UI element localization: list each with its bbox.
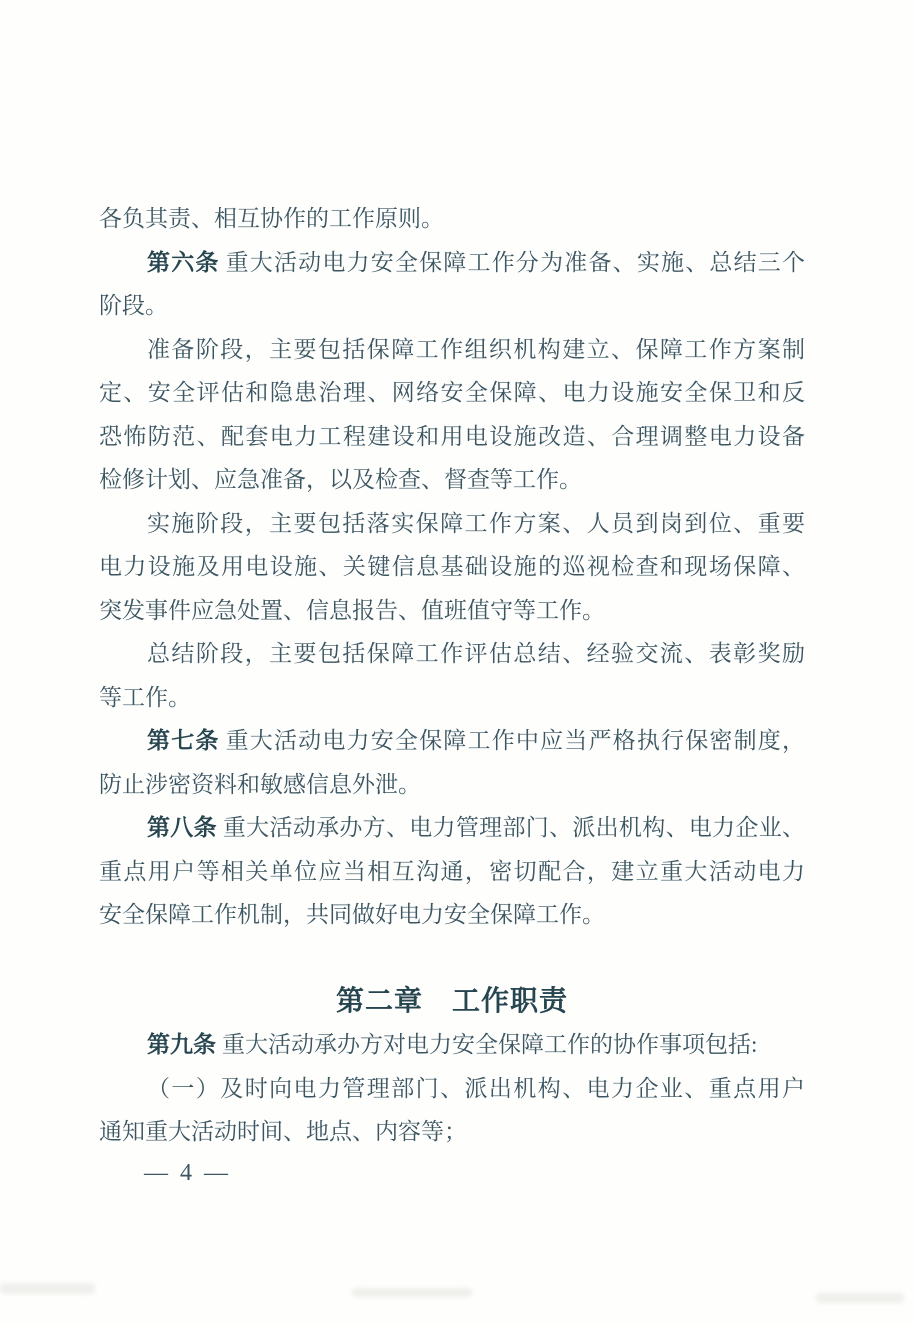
text-line: 通知重大活动时间、地点、内容等；	[99, 1119, 467, 1144]
text-line: 各负其责、相互协作的工作原则。	[99, 206, 444, 231]
text-line: 总结阶段，主要包括保障工作评估总结、经验交流、表彰奖励	[147, 641, 805, 666]
scan-artifact	[352, 1288, 472, 1297]
paragraph	[99, 328, 805, 502]
page-number: — 4 —	[144, 1160, 231, 1186]
text-line: （一）及时向电力管理部门、派出机构、电力企业、重点用户	[147, 1075, 805, 1101]
paragraph	[99, 502, 805, 633]
paragraph	[99, 241, 805, 328]
text-line: 准备阶段，主要包括保障工作组织机构建立、保障工作方案制	[147, 336, 805, 362]
paragraph	[99, 1067, 805, 1154]
text-line: 第九条 重大活动承办方对电力安全保障工作的协作事项包括:	[147, 1032, 758, 1057]
article-label: 第九条	[147, 1032, 216, 1057]
article-label: 第七条	[147, 728, 220, 753]
paragraph	[99, 632, 805, 719]
scan-artifact	[816, 1293, 904, 1303]
chapter-heading: 第二章 工作职责	[335, 985, 568, 1017]
text-line: 安全保障工作机制，共同做好电力安全保障工作。	[99, 902, 605, 927]
text-line: 阶段。	[99, 293, 168, 318]
text-line: 实施阶段，主要包括落实保障工作方案、人员到岗到位、重要	[147, 510, 805, 536]
text-line: 第七条 重大活动电力安全保障工作中应当严格执行保密制度，	[147, 728, 806, 753]
paragraph	[99, 806, 805, 937]
text-line: 恐怖防范、配套电力工程建设和用电设施改造、合理调整电力设备	[99, 423, 805, 449]
text-line: 第八条 重大活动承办方、电力管理部门、派出机构、电力企业、	[147, 815, 806, 840]
article-label: 第六条	[147, 249, 220, 275]
text-line: 第六条 重大活动电力安全保障工作分为准备、实施、总结三个	[147, 249, 806, 275]
text-line: 定、安全评估和隐患治理、网络安全保障、电力设施安全保卫和反	[99, 380, 805, 405]
text-line: 等工作。	[99, 684, 191, 710]
text-line: 突发事件应急处置、信息报告、值班值守等工作。	[99, 597, 605, 623]
text-line: 检修计划、应急准备，以及检查、督查等工作。	[99, 467, 582, 492]
text-line: 防止涉密资料和敏感信息外泄。	[99, 771, 421, 797]
text-line: 电力设施及用电设施、关键信息基础设施的巡视检查和现场保障、	[99, 554, 805, 579]
article-label: 第八条	[147, 815, 217, 840]
document-body	[99, 197, 805, 1154]
text-line: 重点用户等相关单位应当相互沟通，密切配合，建立重大活动电力	[99, 858, 805, 884]
paragraph	[99, 719, 805, 806]
paragraph	[99, 197, 805, 241]
scan-artifact	[0, 1283, 95, 1294]
paragraph	[99, 1023, 805, 1067]
